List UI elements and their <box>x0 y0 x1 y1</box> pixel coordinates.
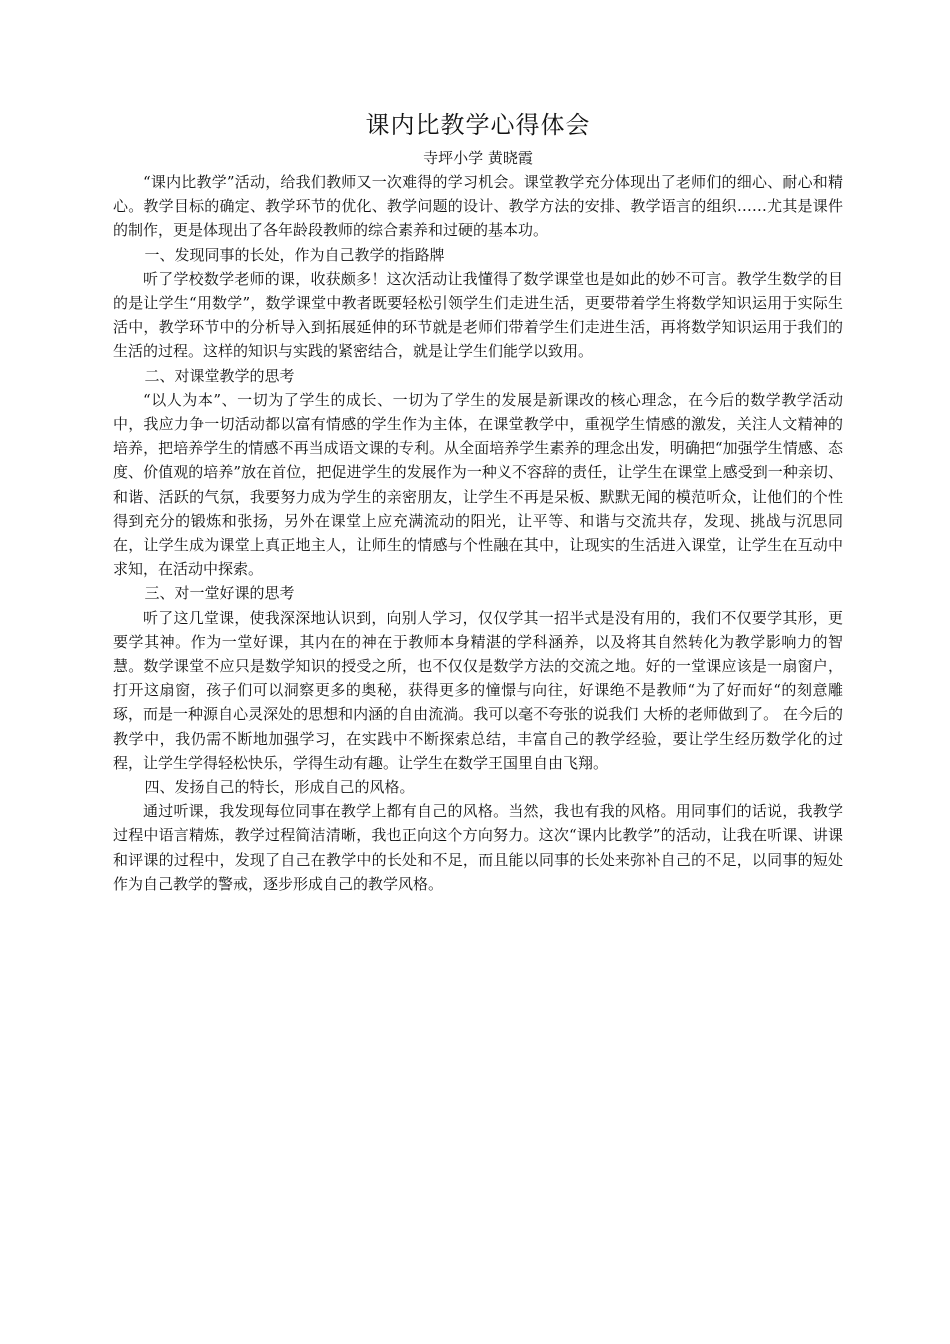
section-body-4: 通过听课，我发现每位同事在教学上都有自己的风格。当然，我也有我的风格。用同事们的话说，我教学过程中语言精炼，教学过程简洁清晰，我也正向这个方向努力。这次“课内比教学”的活动，让我在听课、讲课和评课的过程中，发现了自己在教学中的长处和不足，而且能以同事的长处来弥补自己的不足，以同事的短处作为自己教学的警戒，逐步形成自己的教学风格。 <box>113 802 843 893</box>
document-title: 课内比教学心得体会 <box>365 111 591 139</box>
intro-paragraph: “课内比教学”活动，给我们教师又一次难得的学习机会。课堂教学充分体现出了老师们的细心、耐心和精心。教学目标的确定、教学环节的优化、教学问题的设计、教学方法的安排、教学语言的组织……尤其是课件的制作，更是体现出了各年龄段教师的综合素养和过硬的基本功。 <box>113 173 843 240</box>
section-heading-3: 三、对一堂好课的思考 <box>144 584 295 603</box>
section-heading-2: 二、对课堂教学的思考 <box>144 366 295 385</box>
document-page <box>113 108 843 896</box>
section-body-2: “以人为本”、一切为了学生的成长、一切为了学生的发展是新课改的核心理念，在今后的数学教学活动中，我应力争一切活动都以富有情感的学生作为主体，在课堂教学中，重视学生情感的激发，关注人文精神的培养，把培养学生的情感不再当成语文课的专利。从全面培养学生素养的理念出发，明确把“加强学生情感、态度、价值观的培养”放在首位，把促进学生的发展作为一种义不容辞的责任，让学生在课堂上感受到一种亲切、和谐、活跃的气氛，我要努力成为学生的亲密朋友，让学生不再是呆板、默默无闻的模范听众，让他们的个性得到充分的锻炼和张扬，另外在课堂上应充满流动的阳光，让平等、和谐与交流共存，发现、挑战与沉思同在，让学生成为课堂上真正地主人，让师生的情感与个性融在其中，让现实的生活进入课堂，让学生在互动中求知，在活动中探索。 <box>113 390 843 579</box>
section-body-3: 听了这几堂课，使我深深地认识到，向别人学习，仅仅学其一招半式是没有用的，我们不仅要学其形，更要学其神。作为一堂好课，其内在的神在于教师本身精湛的学科涵养，以及将其自然转化为教学影响力的智慧。数学课堂不应只是数学知识的授受之所，也不仅仅是数学方法的交流之地。好的一堂课应该是一扇窗户，打开这扇窗，孩子们可以洞察更多的奥秘，获得更多的憧憬与向往，好课绝不是教师“为了好而好“的刻意雕琢，而是一种源自心灵深处的思想和内涵的自由流淌。我可以毫不夸张的说我们 大桥的老师做到了。 在今后的教学中，我仍需不断地加强学习，在实践中不断探索总结，丰富自己的教学经验，要让学生经历数学化的过程，让学生学得轻松快乐，学得生动有趣。让学生在数学王国里自由飞翔。 <box>113 608 843 772</box>
section-heading-4: 四、发扬自己的特长，形成自己的风格。 <box>144 778 415 797</box>
section-body-1: 听了学校数学老师的课，收获颇多！这次活动让我懂得了数学课堂也是如此的妙不可言。教学生数学的目的是让学生“用数学”，数学课堂中教者既要轻松引领学生们走进生活，更要带着学生将数学知识运用于实际生活中，教学环节中的分析导入到拓展延伸的环节就是老师们带着学生们走进生活，再将数学知识运用于我们的生活的过程。这样的知识与实践的紧密结合，就是让学生们能学以致用。 <box>113 269 843 361</box>
author-byline: 寺坪小学 黄晓霞 <box>423 149 533 167</box>
section-heading-1: 一、发现同事的长处，作为自己教学的指路牌 <box>144 245 445 264</box>
